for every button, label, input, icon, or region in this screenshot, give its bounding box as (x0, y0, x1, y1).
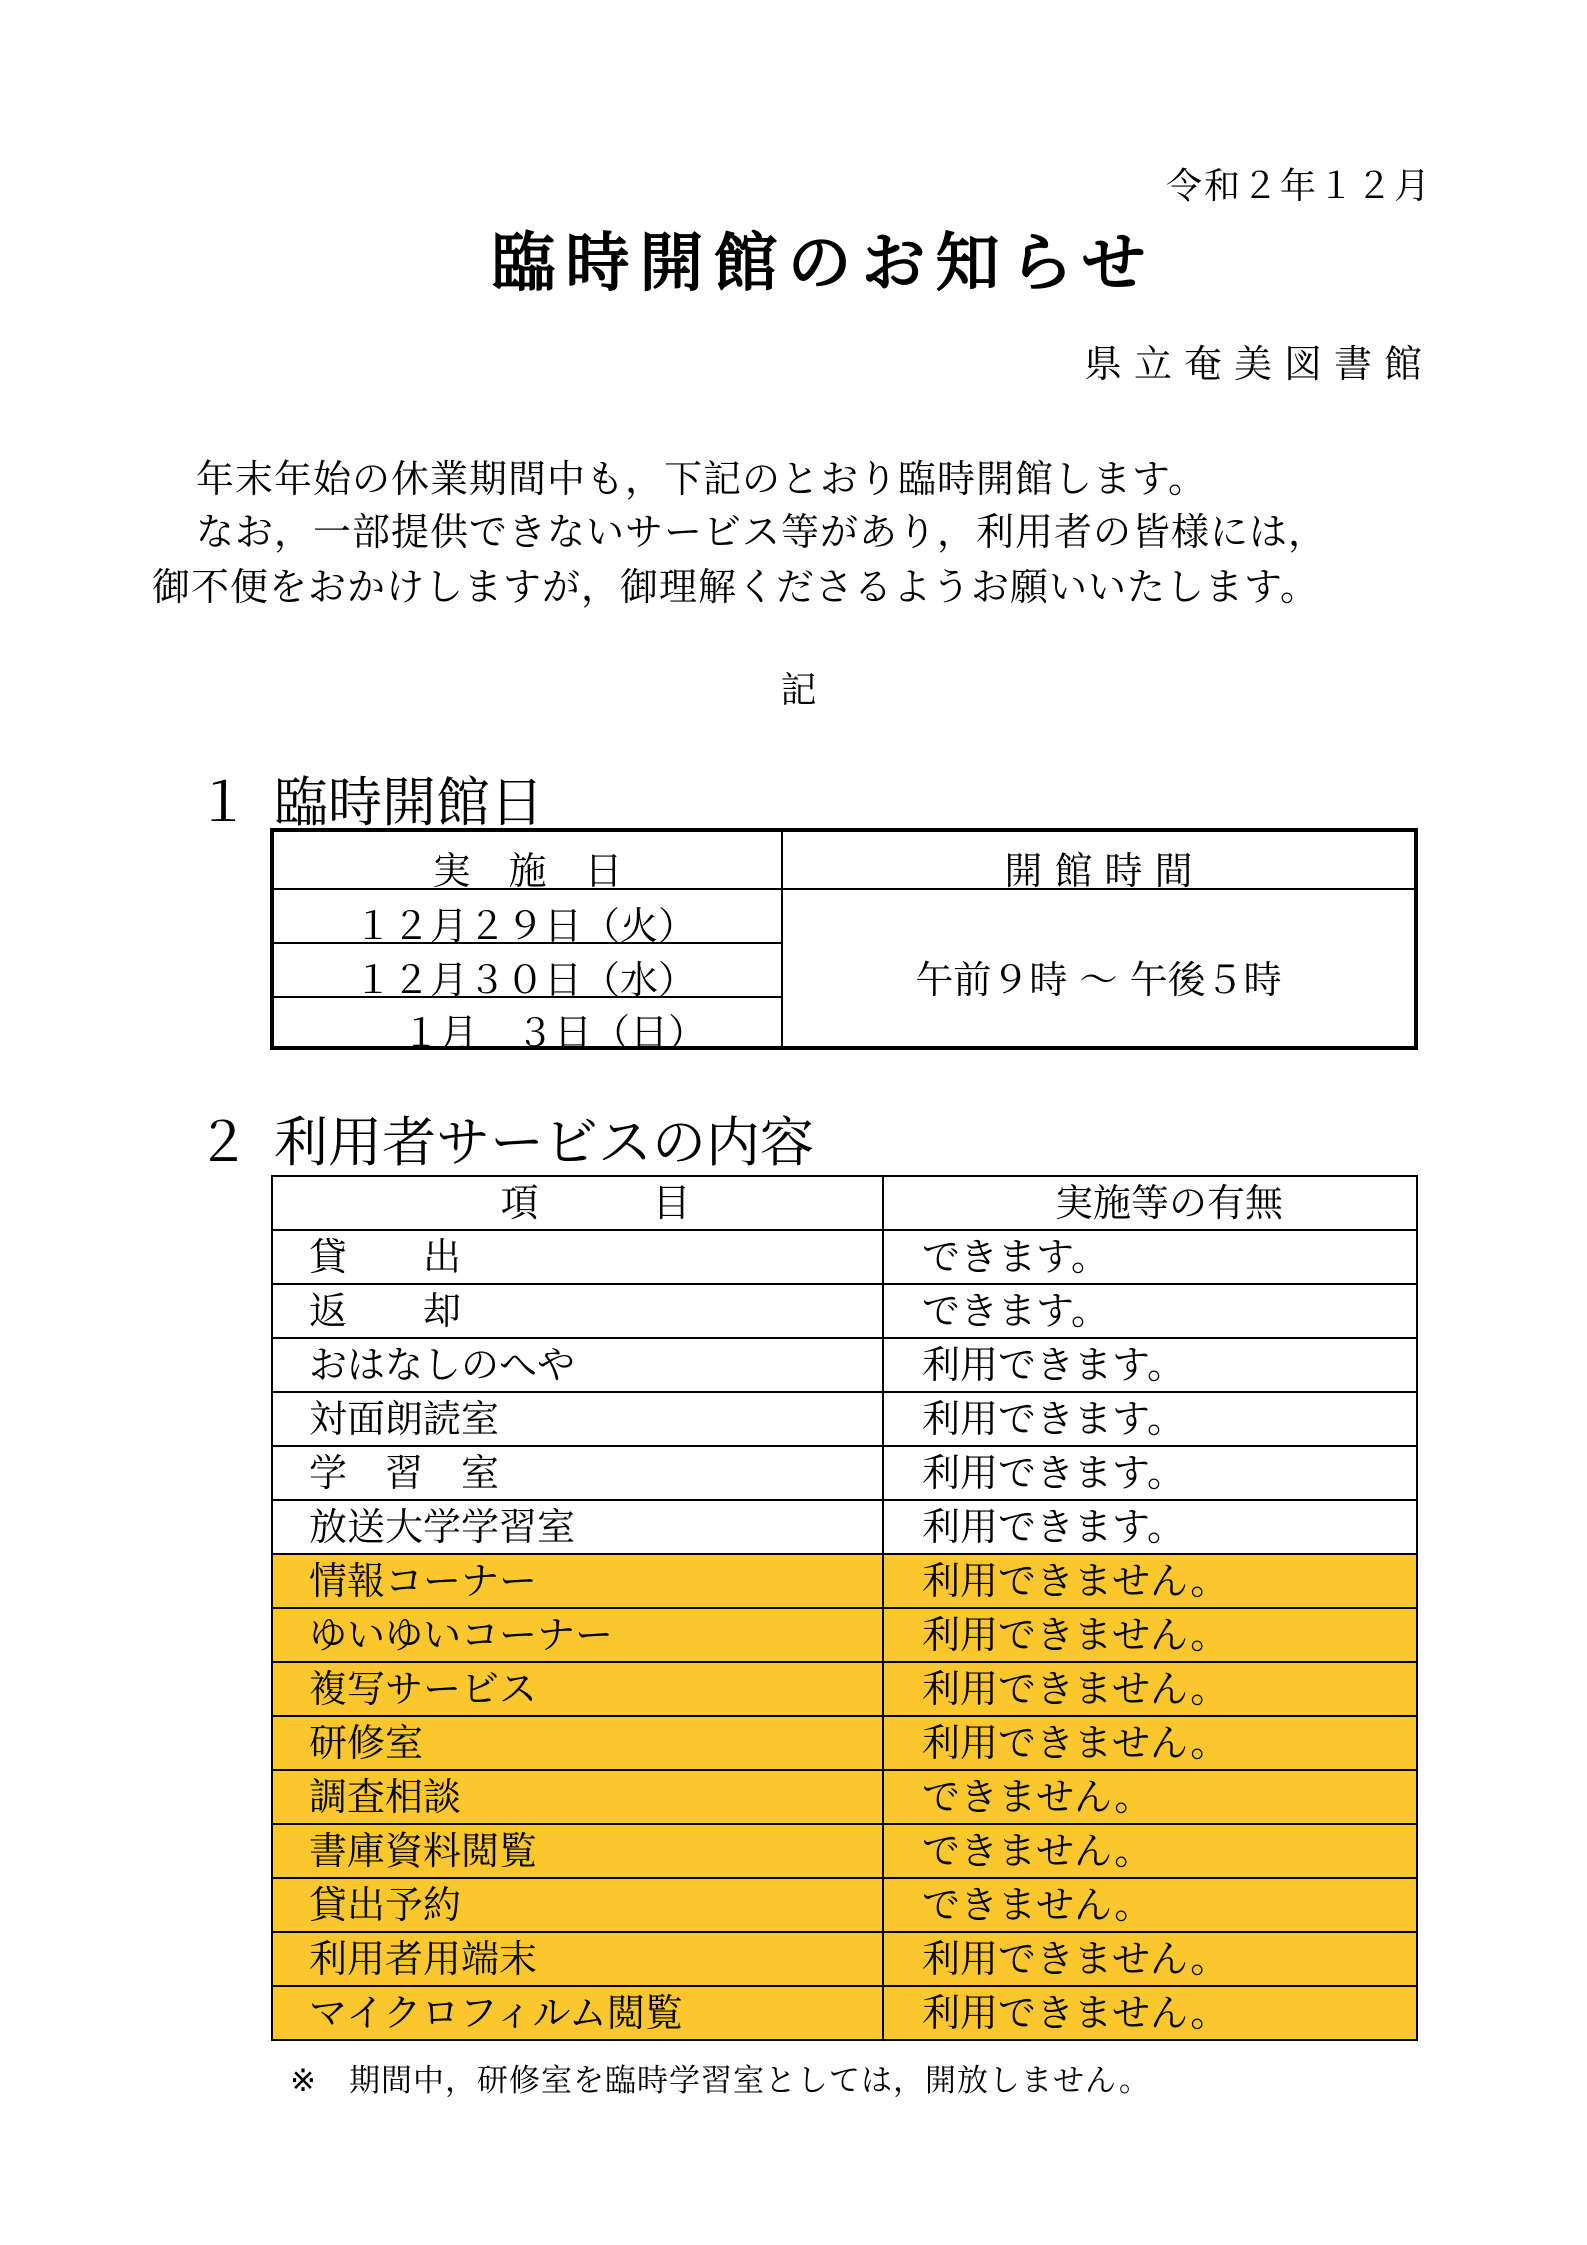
opening-days-table (270, 828, 1418, 1055)
service-status: 利用できません。 (883, 1932, 1417, 1986)
service-item: 研修室 (272, 1716, 883, 1770)
service-status: 利用できません。 (883, 1986, 1417, 2040)
date-row-3: １月 ３日（日） (402, 1011, 707, 1055)
service-item: 利用者用端末 (272, 1932, 883, 1986)
service-status: 利用できません。 (883, 1608, 1417, 1662)
table-header-row (272, 1176, 1417, 1230)
notice-date: 令和２年１２月 (1165, 166, 1432, 207)
service-item: 情報コーナー (272, 1554, 883, 1608)
service-item: 調査相談 (272, 1770, 883, 1824)
service-item: 放送大学学習室 (272, 1500, 883, 1554)
intro-line-1: 年末年始の休業期間中も，下記のとおり臨時開館します。 (196, 457, 1207, 501)
issuer-name: 県立奄美図書館 (1083, 342, 1434, 386)
col-header-hours: 開 館 時 間 (1004, 849, 1193, 893)
table-row-unavailable (272, 1770, 1417, 1824)
service-item: マイクロフィルム閲覧 (272, 1986, 883, 2040)
table-row (272, 1284, 1417, 1338)
service-item: 貸 出 (272, 1230, 883, 1284)
service-item: 対面朗読室 (272, 1392, 883, 1446)
table-row (272, 1338, 1417, 1392)
date-row-1: １２月２９日（火） (354, 904, 697, 948)
service-item: 貸出予約 (272, 1878, 883, 1932)
footnote: ※ 期間中，研修室を臨時学習室としては，開放しません。 (290, 2063, 1151, 2099)
intro-line-2: なお，一部提供できないサービス等があり，利用者の皆様には， (196, 510, 1328, 554)
table-row-unavailable (272, 1824, 1417, 1878)
service-status: 利用できます。 (883, 1446, 1417, 1500)
table-row (272, 1392, 1417, 1446)
table-row (272, 1446, 1417, 1500)
intro-line-3: 御不便をおかけしますが，御理解くださるようお願いいたします。 (152, 565, 1319, 609)
service-status: できます。 (883, 1230, 1417, 1284)
service-status: できます。 (883, 1284, 1417, 1338)
service-status: 利用できます。 (883, 1392, 1417, 1446)
col-header-date: 実 施 日 (432, 849, 623, 893)
service-status: できません。 (883, 1770, 1417, 1824)
date-row-2: １２月３０日（水） (354, 958, 697, 1002)
service-status: できません。 (883, 1824, 1417, 1878)
section-1-title: 臨時開館日 (274, 771, 544, 834)
section-1-heading (196, 760, 544, 837)
table-row (272, 1500, 1417, 1554)
service-item: 学 習 室 (272, 1446, 883, 1500)
service-status: 利用できます。 (883, 1500, 1417, 1554)
service-item: 書庫資料閲覧 (272, 1824, 883, 1878)
services-table (271, 1175, 1418, 2041)
service-item: おはなしのへや (272, 1338, 883, 1392)
table-row (272, 1230, 1417, 1284)
service-status: 利用できません。 (883, 1554, 1417, 1608)
page-title: 臨時開館のお知らせ (491, 227, 1156, 301)
opening-hours: 午前９時 ～ 午後５時 (915, 958, 1282, 1002)
service-status: 利用できます。 (883, 1338, 1417, 1392)
section-2-number: ２ (196, 1111, 250, 1174)
service-item: 返 却 (272, 1284, 883, 1338)
service-status: 利用できません。 (883, 1716, 1417, 1770)
service-status: 利用できません。 (883, 1662, 1417, 1716)
service-item: ゆいゆいコーナー (272, 1608, 883, 1662)
col-header-item: 項 目 (272, 1176, 883, 1230)
table-row-unavailable (272, 1662, 1417, 1716)
service-item: 複写サービス (272, 1662, 883, 1716)
table-row-unavailable (272, 1932, 1417, 1986)
table-row-unavailable (272, 1608, 1417, 1662)
service-status: できません。 (883, 1878, 1417, 1932)
table-row-unavailable (272, 1554, 1417, 1608)
section-2-heading (196, 1100, 814, 1177)
table-row-unavailable (272, 1986, 1417, 2040)
section-2-title: 利用者サービスの内容 (274, 1111, 814, 1174)
table-row-unavailable (272, 1716, 1417, 1770)
section-1-number: １ (196, 771, 250, 834)
ki-marker: 記 (780, 670, 817, 711)
table-row-unavailable (272, 1878, 1417, 1932)
col-header-status: 実施等の有無 (883, 1176, 1417, 1230)
